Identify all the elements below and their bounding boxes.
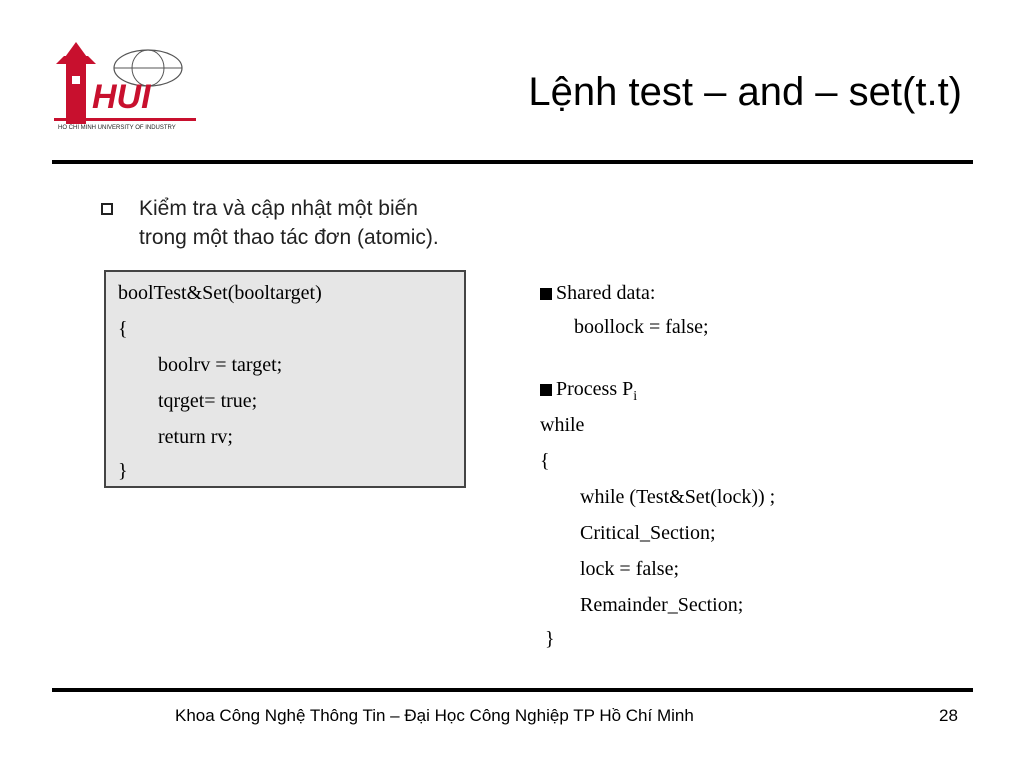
code-line: boolTest&Set(booltarget) bbox=[118, 282, 322, 304]
logo-subtext: HO CHI MINH UNIVERSITY OF INDUSTRY bbox=[58, 125, 176, 131]
code-line: { bbox=[118, 318, 128, 340]
shared-data-label: Shared data: bbox=[540, 282, 655, 305]
page-number: 28 bbox=[939, 706, 958, 725]
process-label: Process $P_i$ bbox=[540, 378, 637, 405]
code-line: boolrv = target; bbox=[118, 354, 283, 376]
slide-title: Lệnh test – and – set(t.t) bbox=[528, 70, 962, 114]
bullet-line-1: Kiểm tra và cập nhật một biến bbox=[139, 197, 418, 220]
bottom-divider bbox=[52, 688, 973, 692]
code-line: tqrget= true; bbox=[118, 390, 258, 412]
code-line: while (Test&Set(lock)) ; bbox=[540, 486, 776, 508]
filled-square-bullet-icon bbox=[540, 384, 552, 396]
university-logo bbox=[52, 36, 202, 132]
code-line: } bbox=[118, 460, 128, 482]
code-line: { bbox=[540, 450, 550, 472]
logo-wordmark: HUI bbox=[92, 78, 151, 116]
top-divider bbox=[52, 160, 973, 164]
code-line: Remainder_Section; bbox=[540, 594, 744, 616]
code-line: Critical_Section; bbox=[540, 522, 716, 544]
code-line: while bbox=[540, 414, 585, 436]
hollow-square-bullet-icon bbox=[101, 203, 113, 215]
code-line: return rv; bbox=[118, 426, 233, 448]
bullet-point bbox=[106, 194, 569, 252]
code-line: } bbox=[540, 628, 555, 650]
footer-text: Khoa Công Nghệ Thông Tin – Đại Học Công Nghiệp TP Hồ Chí Minh bbox=[175, 706, 694, 725]
bullet-line-2: trong một thao tác đơn (atomic). bbox=[139, 226, 439, 249]
test-and-set-code-box bbox=[104, 270, 466, 488]
shared-data-declaration: boollock = false; bbox=[574, 316, 709, 338]
filled-square-bullet-icon bbox=[540, 288, 552, 300]
code-line: lock = false; bbox=[540, 558, 680, 580]
